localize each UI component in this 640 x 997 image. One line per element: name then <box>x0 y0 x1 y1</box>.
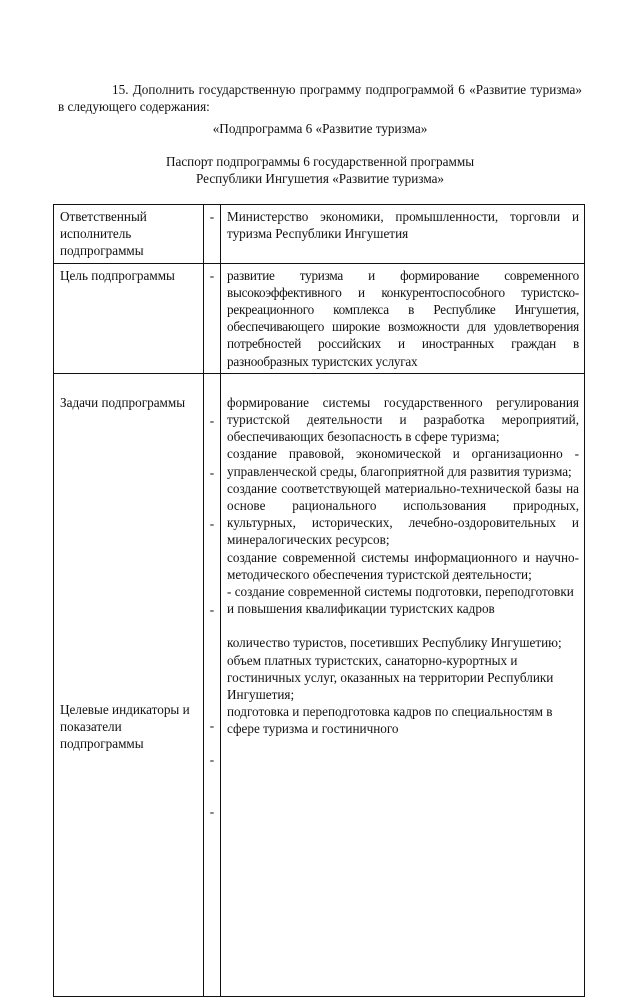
passport-title <box>58 153 582 187</box>
executor-label: Ответственный исполнитель подпрограммы <box>54 205 204 264</box>
goal-text: развитие туризма и формирование современного высокоэффективного и конкурентоспособного туристско-рекреационного комплекса в Республике Ингушетия, обеспечивающего широкие возможности для удовлетворения потребностей российских и иностранных граждан в разнообразных туристских услугах <box>221 263 585 373</box>
indicator-item: количество туристов, посетивших Республику Ингушетию; <box>227 635 562 651</box>
indicator-item: объем платных туристских, санаторно-курортных и гостиничных услуг, оказанных на территории Республики Ингушетия; <box>227 652 554 703</box>
task-item: создание соответствующей материально-технической базы на основе рационального использования природных, культурных, исторических, лечебно-оздоровительных и минералогических ресурсов; <box>227 480 579 548</box>
table-row-goal <box>54 263 585 373</box>
goal-label: Цель подпрограммы <box>54 263 204 373</box>
passport-table <box>53 204 585 997</box>
executor-text: Министерство экономики, промышленности, торговли и туризма Республики Ингушетия <box>221 205 585 264</box>
passport-title-line-2: Республики Ингушетия «Развитие туризма» <box>195 171 445 187</box>
task-item: создание современной системы информационного и научно- методического обеспечения туристской деятельности; <box>227 549 579 582</box>
dash: - <box>209 412 215 428</box>
passport-title-line-1: Паспорт подпрограммы 6 государственной программы <box>165 154 475 169</box>
table-row-executor <box>54 205 585 264</box>
intro-paragraph: 15. Дополнить государственную программу подпрограммой 6 «Развитие туризма» в следующего содержания: <box>58 82 582 115</box>
task-item: создание правовой, экономической и организационно - управленческой среды, благоприятной для развития туризма; <box>227 446 579 479</box>
dash: - <box>204 263 221 373</box>
dash: - <box>204 205 221 264</box>
task-item: формирование системы государственного регулирования туристской деятельности и разработка мероприятий, обеспечивающих безопасность в сфере туризма; <box>227 394 579 445</box>
tasks-label: Задачи подпрограммы <box>60 394 186 410</box>
indicators-label: Целевые индикаторы и показатели подпрограммы <box>60 701 190 752</box>
task-item: - создание современной системы подготовки, переподготовки и повышения квалификации туристских кадров <box>227 584 574 617</box>
table-row-tasks-indicators <box>54 373 585 996</box>
dash: - <box>209 803 215 819</box>
dash: - <box>209 717 215 733</box>
dash: - <box>209 751 215 767</box>
dash: - <box>209 464 215 480</box>
indicator-item: подготовка и переподготовка кадров по специальностям в сфере туризма и гостиничного <box>227 704 553 737</box>
subprogram-title: «Подпрограмма 6 «Развитие туризма» <box>212 121 428 136</box>
dash: - <box>209 515 215 531</box>
dash: - <box>209 601 215 617</box>
